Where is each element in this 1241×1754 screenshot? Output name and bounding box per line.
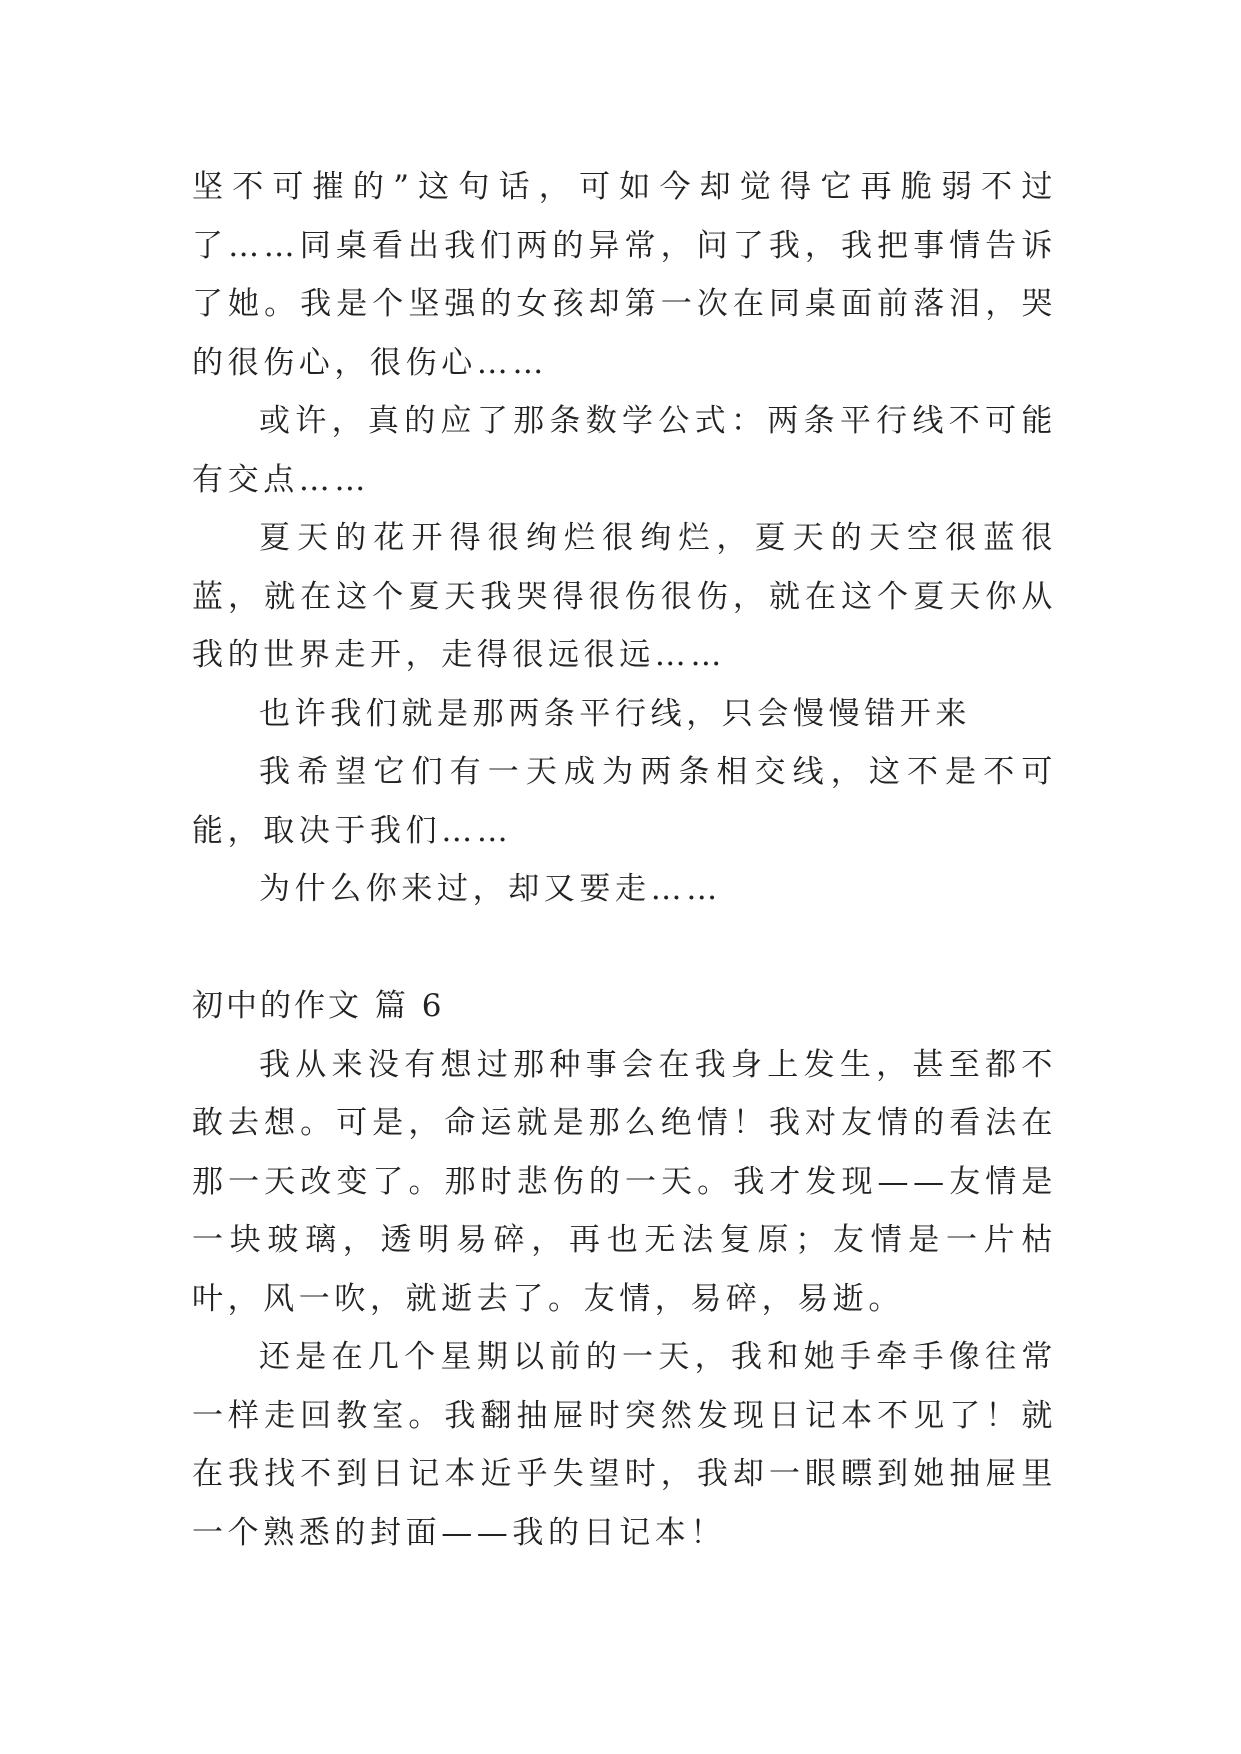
section-heading: 初中的作文 篇 6 [192,988,445,1024]
paragraph: 或许，真的应了那条数学公式：两条平行线不可能有交点…… [192,403,1057,498]
paragraph: 坚不可摧的”这句话，可如今却觉得它再脆弱不过了……同桌看出我们两的异常，问了我，我把事情告诉了她。我是个坚强的女孩却第一次在同桌面前落泪，哭的很伤心，很伤心…… [192,169,1057,381]
paragraph: 也许我们就是那两条平行线，只会慢慢错开来 [259,695,971,732]
section-spacer [192,919,1057,978]
paragraph: 我从来没有想过那种事会在我身上发生，甚至都不敢去想。可是，命运就是那么绝情！我对友情的看法在那一天改变了。那时悲伤的一天。我才发现——友情是一块玻璃，透明易碎，再也无法复原；友情是一片枯叶，风一吹，就逝去了。友情，易碎，易逝。 [192,1046,1057,1317]
paragraph: 还是在几个星期以前的一天，我和她手牵手像往常一样走回教室。我翻抽屉时突然发现日记本不见了！就在我找不到日记本近乎失望时，我却一眼瞟到她抽屉里一个熟悉的封面——我的日记本！ [192,1339,1057,1551]
document-body [192,158,1057,1562]
paragraph: 我希望它们有一天成为两条相交线，这不是不可能，取决于我们…… [192,754,1057,849]
paragraph: 夏天的花开得很绚烂很绚烂，夏天的天空很蓝很蓝，就在这个夏天我哭得很伤很伤，就在这个夏天你从我的世界走开，走得很远很远…… [192,520,1057,673]
paragraph: 为什么你来过，却又要走…… [259,871,722,907]
